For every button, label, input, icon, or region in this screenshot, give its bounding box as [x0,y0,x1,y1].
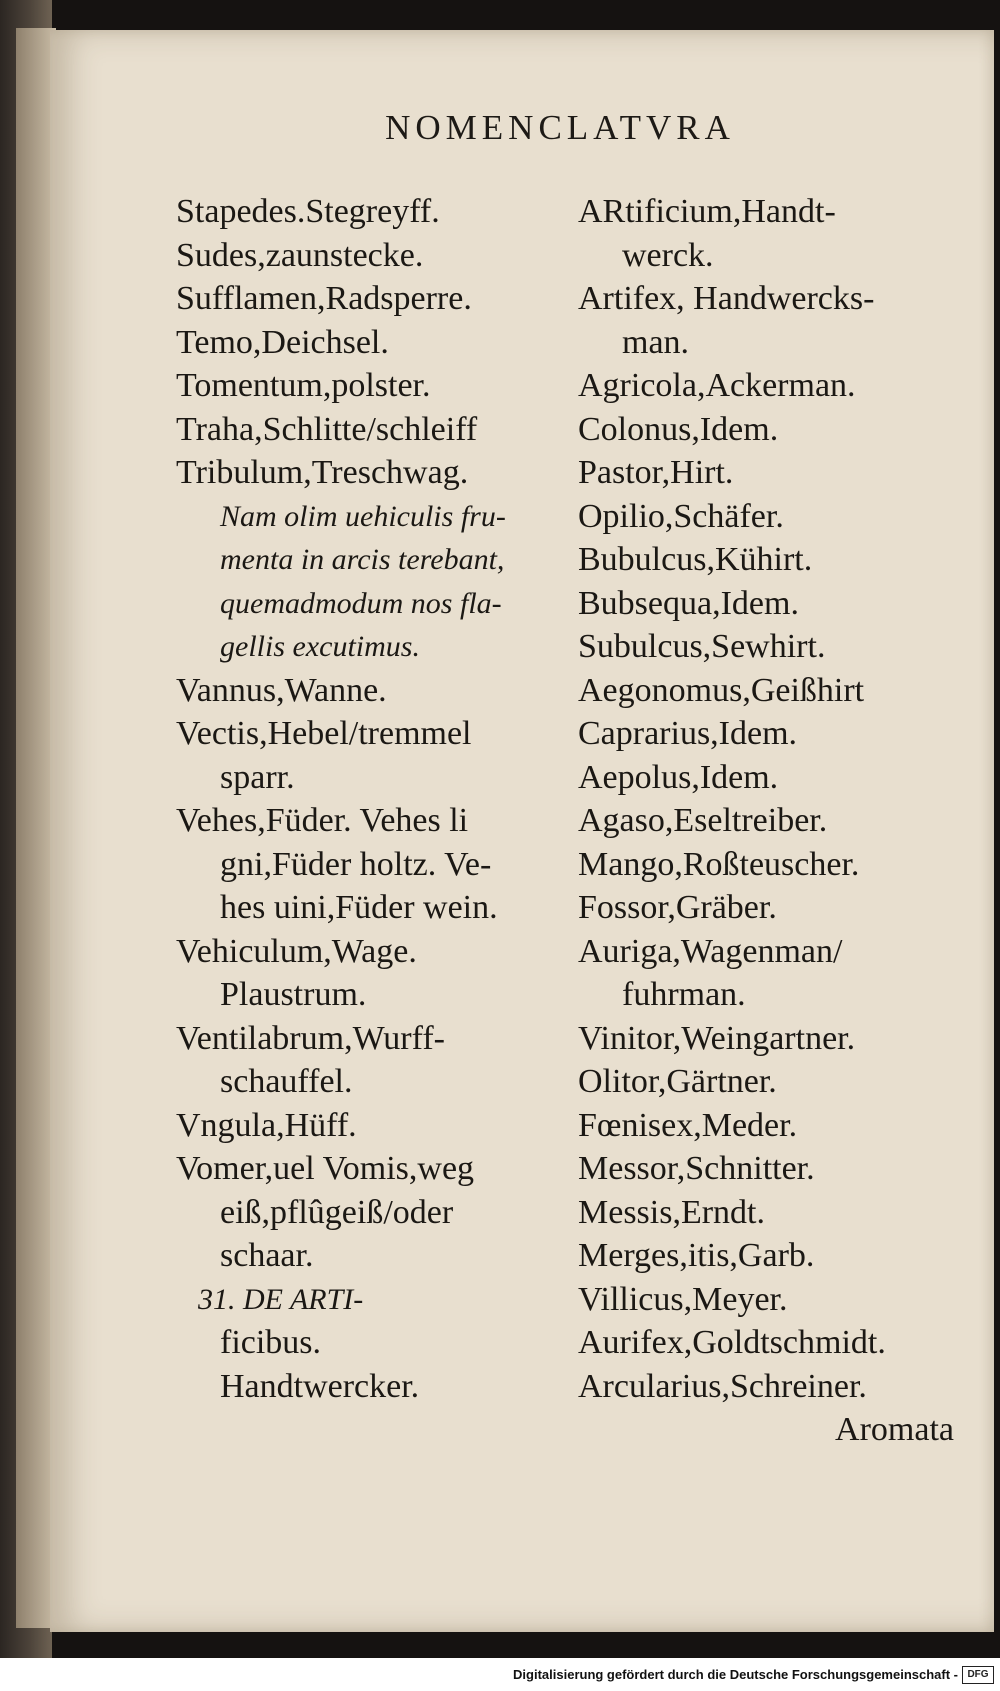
entry-line: Agaso,Eseltreiber. [578,802,828,839]
entry-line: Ventilabrum,Wurff- [176,1019,445,1057]
funding-credit: Digitalisierung gefördert durch die Deutsche Forschungsgemeinschaft - [513,1667,958,1682]
digitization-footer [0,1658,1000,1691]
entry-line: Mango,Roßteuscher. [578,845,860,883]
entry-line: Sufflamen,Radsperre. [176,280,472,317]
running-head: NOMENCLATVRA [385,108,735,147]
entry-line: Vehes,Füder. Vehes li [176,802,469,839]
entry-line: Aepolus,Idem. [578,758,779,796]
note-line: menta in arcis terebant, [220,543,505,576]
entry-line: Opilio,Schäfer. [578,497,784,535]
note-line: gellis excutimus. [220,630,420,663]
entry-line: Auriga,Wagenman/ [578,932,843,970]
entry-line: eiß,pflûgeiß/oder [220,1193,454,1231]
entry-line: Vannus,Wanne. [176,671,387,709]
entry-line: Agricola,Ackerman. [578,367,856,404]
entry-line: Vehiculum,Wage. [176,932,417,970]
entry-line: Stapedes.Stegreyff. [176,193,440,230]
entry-line: sparr. [220,758,295,796]
entry-line: schaar. [220,1237,314,1274]
entry-line: Plaustrum. [220,976,367,1013]
entry-line: Vectis,Hebel/tremmel [176,715,472,752]
catchword: Aromata [835,1411,954,1448]
entry-line: Tomentum,polster. [176,367,431,404]
entry-line: Caprarius,Idem. [578,715,798,752]
entry-line: Subulcus,Sewhirt. [578,628,826,665]
entry-line: gni,Füder holtz. Ve- [220,845,492,883]
entry-line: Olitor,Gärtner. [578,1063,777,1100]
section-heading: ficibus. [220,1324,322,1361]
section-heading: 31. DE ARTI- [198,1282,364,1316]
entry-line: Pastor,Hirt. [578,454,734,491]
entry-line: Tribulum,Treschwag. [176,454,469,491]
entry-line: Artifex, Handwercks- [578,280,875,317]
entry-line: Sudes,zaunstecke. [176,236,424,274]
entry-line: schauffel. [220,1063,353,1100]
entry-line: werck. [622,236,714,274]
entry-line: Fossor,Gräber. [578,889,777,926]
entry-line: Colonus,Idem. [578,410,779,448]
entry-line: ARtificium,Handt- [578,193,836,230]
entry-line: Aurifex,Goldtschmidt. [578,1324,886,1361]
entry-line: Messis,Erndt. [578,1193,765,1231]
entry-line: Aegonomus,Geißhirt [578,671,865,709]
entry-line: Traha,Schlitte/schleiff [176,410,478,448]
entry-line: Villicus,Meyer. [578,1280,788,1318]
entry-line: Arcularius,Schreiner. [578,1367,867,1405]
entry-line: man. [622,323,690,361]
dfg-logo: DFG [962,1666,994,1684]
section-subtitle: Handtwercker. [220,1367,420,1405]
note-line: quemadmodum nos fla- [220,586,502,620]
entry-line: Fœnisex,Meder. [578,1106,798,1144]
entry-line: Vomer,uel Vomis,weg [176,1150,475,1187]
entry-line: fuhrman. [622,976,746,1013]
entry-line: Bubulcus,Kühirt. [578,541,813,578]
entry-line: Messor,Schnitter. [578,1150,815,1187]
entry-line: Vngula,Hüff. [176,1106,357,1144]
note-line: Nam olim uehiculis fru- [220,499,506,533]
left-column [176,190,566,1408]
entry-line: Temo,Deichsel. [176,323,389,361]
entry-line: hes uini,Füder wein. [220,889,498,926]
right-column [578,190,978,1452]
entry-line: Merges,itis,Garb. [578,1237,815,1274]
entry-line: Bubsequa,Idem. [578,584,799,622]
entry-line: Vinitor,Weingartner. [578,1019,856,1057]
